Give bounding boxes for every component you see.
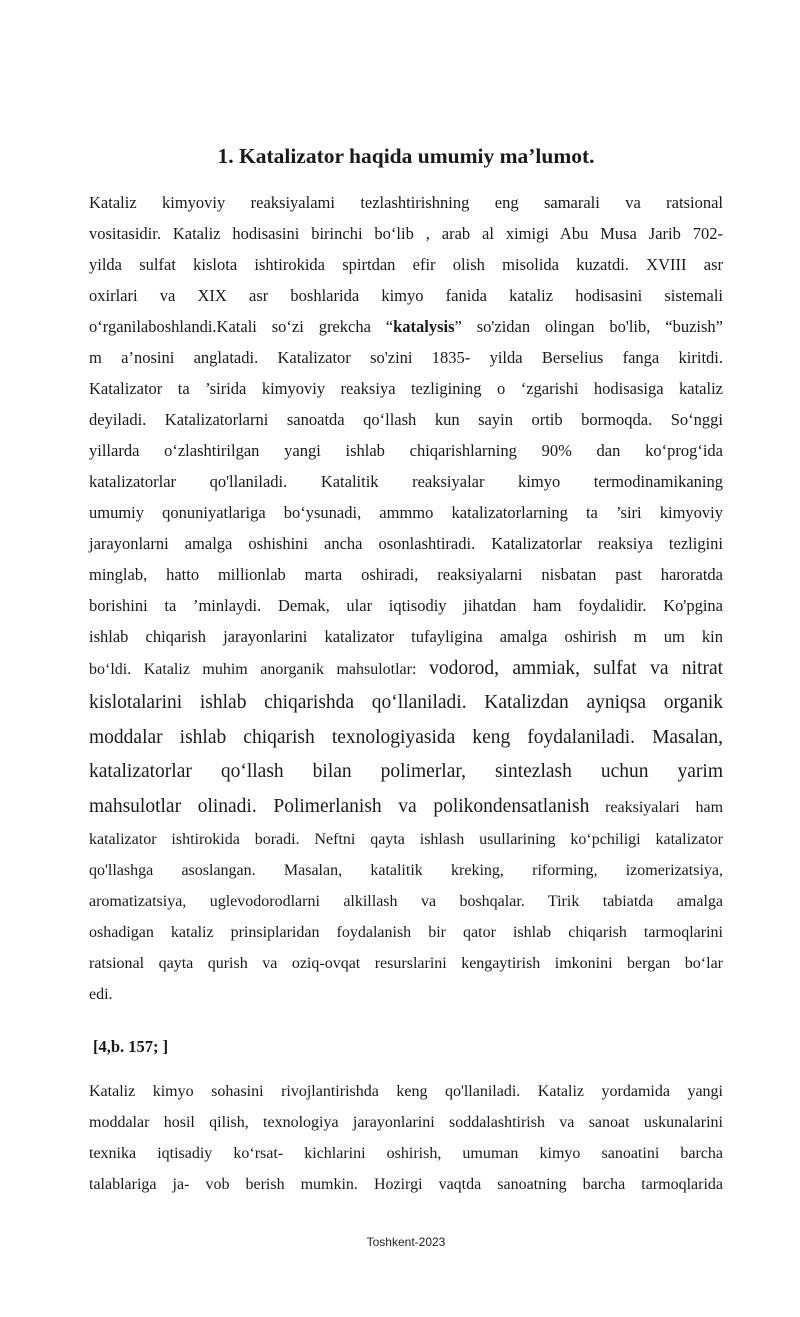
paragraph-line: Kataliz kimyo sohasini rivojlantirishda keng qo'llaniladi. Kataliz yordamida yangi bbox=[89, 1083, 723, 1100]
line-text-large: vodorod, ammiak, sulfat va nitrat bbox=[429, 658, 724, 679]
paragraph-line: moddalar ishlab chiqarish texnologiyasida keng foydalaniladi. Masalan, bbox=[89, 726, 723, 748]
paragraph-line: yillarda o‘zlashtirilgan yangi ishlab chiqarishlarning 90% dan ko‘prog‘ida bbox=[89, 441, 723, 460]
paragraph-line: katalizatorlar qo'llaniladi. Katalitik reaksiyalar kimyo termodinamikaning bbox=[89, 472, 723, 491]
paragraph-line: kislotalarini ishlab chiqarishda qo‘llaniladi. Katalizdan ayniqsa organik bbox=[89, 692, 723, 713]
paragraph-line: aromatizatsiya, uglevodorodlarni alkillash va boshqalar. Tirik tabiatda amalga bbox=[89, 893, 723, 910]
paragraph-line: vositasidir. Kataliz hodisasini birinchi bo‘lib , arab al ximigi Abu Musa Jarib 702- bbox=[89, 224, 723, 243]
paragraph-line: katalizatorlar qo‘llash bilan polimerlar, sintezlash uchun yarim bbox=[89, 761, 723, 782]
line-text: reaksiyalari ham bbox=[605, 798, 724, 816]
paragraph-line: borishini ta ’minlaydi. Demak, ular iqtisodiy jihatdan ham foydalidir. Ko'pgina bbox=[89, 596, 723, 615]
paragraph-line-katalysis bbox=[89, 311, 723, 342]
paragraph-line: ratsional qayta qurish va oziq-ovqat resurslarini kengaytirish imkonini bergan bo‘lar bbox=[89, 955, 723, 972]
line-text-large: mahsulotlar olinadi. Polimerlanish va polikondensatlanish bbox=[89, 795, 590, 817]
paragraph-line: katalizator ishtirokida boradi. Neftni qayta ishlash usullarining ko‘pchiligi katalizator bbox=[89, 831, 723, 848]
page-title: 1. Katalizator haqida umumiy ma’lumot. bbox=[217, 144, 595, 168]
paragraph-line: moddalar hosil qilish, texnologiya jarayonlarini soddalashtirish va sanoat uskunalarini bbox=[89, 1114, 723, 1131]
paragraph-line: Kataliz kimyoviy reaksiyalami tezlashtirishning eng samarali va ratsional bbox=[89, 193, 723, 212]
paragraph-line: texnika iqtisadiy ko‘rsat- kichlarini oshirish, umuman kimyo sanoatini barcha bbox=[89, 1145, 723, 1162]
paragraph-line: deyiladi. Katalizatorlarni sanoatda qo‘llash kun sayin ortib bormoqda. So‘nggi bbox=[89, 410, 723, 429]
paragraph-line: m a’nosini anglatadi. Katalizator so'zini 1835- yilda Berselius fanga kiritdi. bbox=[89, 348, 723, 367]
paragraph-line: jarayonlarni amalga oshishini ancha osonlashtiradi. Katalizatorlar reaksiya tezligini bbox=[89, 534, 723, 553]
paragraph-2 bbox=[89, 1076, 723, 1200]
paragraph-line: talablariga ja- vob berish mumkin. Hozirgi vaqtda sanoatning barcha tarmoqlarida bbox=[89, 1176, 723, 1193]
reference-citation: [4,b. 157; ] bbox=[93, 1037, 169, 1056]
line-text: bo‘ldi. Kataliz muhim anorganik mahsulotlar: bbox=[89, 661, 417, 678]
paragraph-line: qo'llashga asoslangan. Masalan, katalitik kreking, riforming, izomerizatsiya, bbox=[89, 862, 723, 879]
paragraph-line-mixed bbox=[89, 790, 723, 825]
paragraph-line: yilda sulfat kislota ishtirokida spirtdan efir olish misolida kuzatdi. XVIII asr bbox=[89, 255, 723, 274]
line-text: o‘rganilaboshlandi.Katali so‘zi grekcha bbox=[89, 317, 371, 336]
paragraph-line: edi. bbox=[89, 986, 113, 1003]
paragraph-line: ishlab chiqarish jarayonlarini katalizator tufayligina amalga oshirish m um kin bbox=[89, 627, 723, 646]
paragraph-line: oshadigan kataliz prinsiplaridan foydalanish bir qator ishlab chiqarish tarmoqlarini bbox=[89, 924, 723, 941]
page-footer: Toshkent-2023 bbox=[366, 1235, 446, 1249]
paragraph-line-mixed bbox=[89, 652, 723, 686]
paragraph-1 bbox=[89, 187, 723, 1010]
paragraph-line: minglab, hatto millionlab marta oshiradi, reaksiyalarni nisbatan past haroratda bbox=[89, 565, 723, 584]
paragraph-line: umumiy qonuniyatlariga bo‘ysunadi, ammmo katalizatorlarning ta ’siri kimyoviy bbox=[89, 503, 723, 522]
paragraph-line: oxirlari va XIX asr boshlarida kimyo fanida kataliz hodisasini sistemali bbox=[89, 286, 723, 305]
line-text: ” so'zidan olingan bo'lib, “buzish” bbox=[454, 317, 723, 336]
line-text: “ bbox=[370, 317, 394, 336]
bold-term: katalysis bbox=[393, 317, 455, 336]
paragraph-line: Katalizator ta ’sirida kimyoviy reaksiya tezligining o ‘zgarishi hodisasiga kataliz bbox=[89, 379, 723, 398]
